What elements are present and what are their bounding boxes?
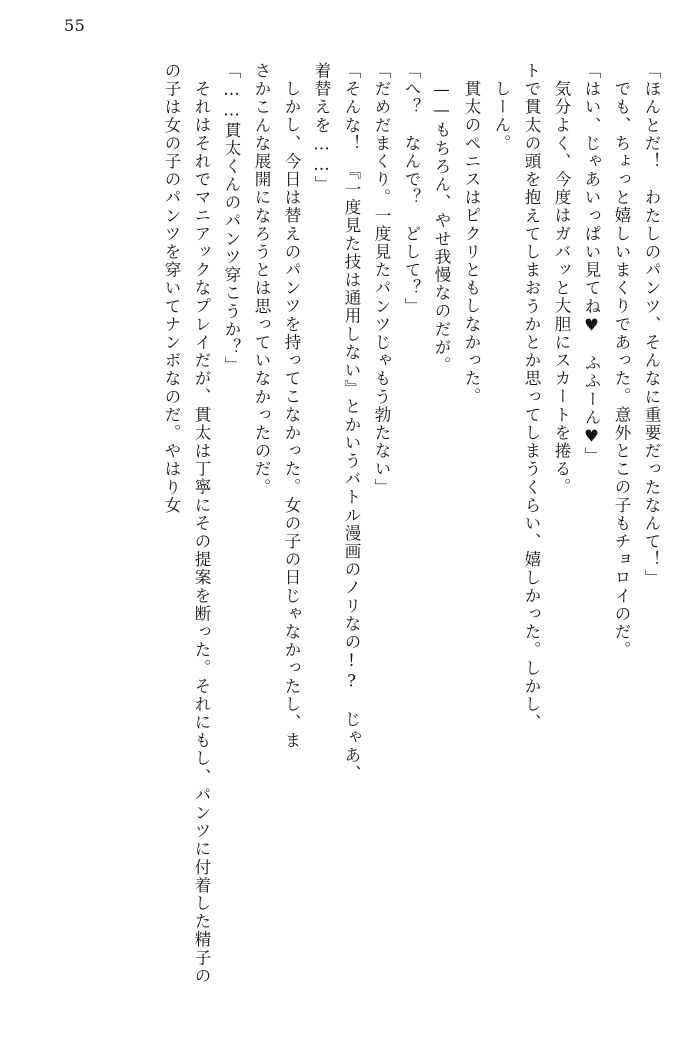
- text-column: の子は女の子のパンツを穿いてナンボなのだ。やはり女: [162, 62, 181, 515]
- text-column: しかし、今日は替えのパンツを持ってこなかった。女の子の日じゃなかったし、ま: [282, 80, 301, 750]
- text-column: 「はい、じゃあいっぱい見てね♥ ふふーん♥」: [582, 62, 601, 466]
- text-column: 「ほんとだ！ わたしのパンツ、そんなに重要だったなんて！」: [642, 62, 661, 587]
- text-column: それはそれでマニアックなプレイだが、貫太は丁寧にその提案を断った。それにもし、パンツに付着した精子の: [192, 80, 211, 985]
- text-column: 着替えを……」: [312, 62, 331, 194]
- text-column: 「……貫太くんのパンツ穿こうか？」: [222, 62, 241, 375]
- text-column: でも、ちょっと嬉しいまくりであった。意外とこの子もチョロイのだ。: [612, 80, 631, 660]
- text-column: トで貫太の頭を抱えてしまおうかとか思ってしまうくらい、嬉しかった。しかし、: [522, 62, 541, 732]
- vertical-text-body: [34, 62, 659, 1026]
- text-column: ——もちろん、やせ我慢なのだが。: [432, 80, 451, 375]
- page-number: 55: [64, 16, 86, 35]
- text-column: さかこんな展開になろうとは思っていなかったのだ。: [252, 62, 271, 497]
- text-column: 「へ？ なんで？ どして？」: [402, 62, 421, 316]
- text-column: しーん。: [492, 80, 511, 153]
- text-column: 「だめだまくり。一度見たパンツじゃもう勃たない」: [372, 62, 391, 497]
- text-column: 「そんな！ 『一度見た技は通用しない』とかいうバトル漫画のノリなの!? じゃあ、: [342, 62, 361, 783]
- text-column: 貫太のペニスはピクリともしなかった。: [462, 80, 481, 406]
- text-column: 気分よく、今度はガバッと大胆にスカートを捲る。: [552, 80, 571, 497]
